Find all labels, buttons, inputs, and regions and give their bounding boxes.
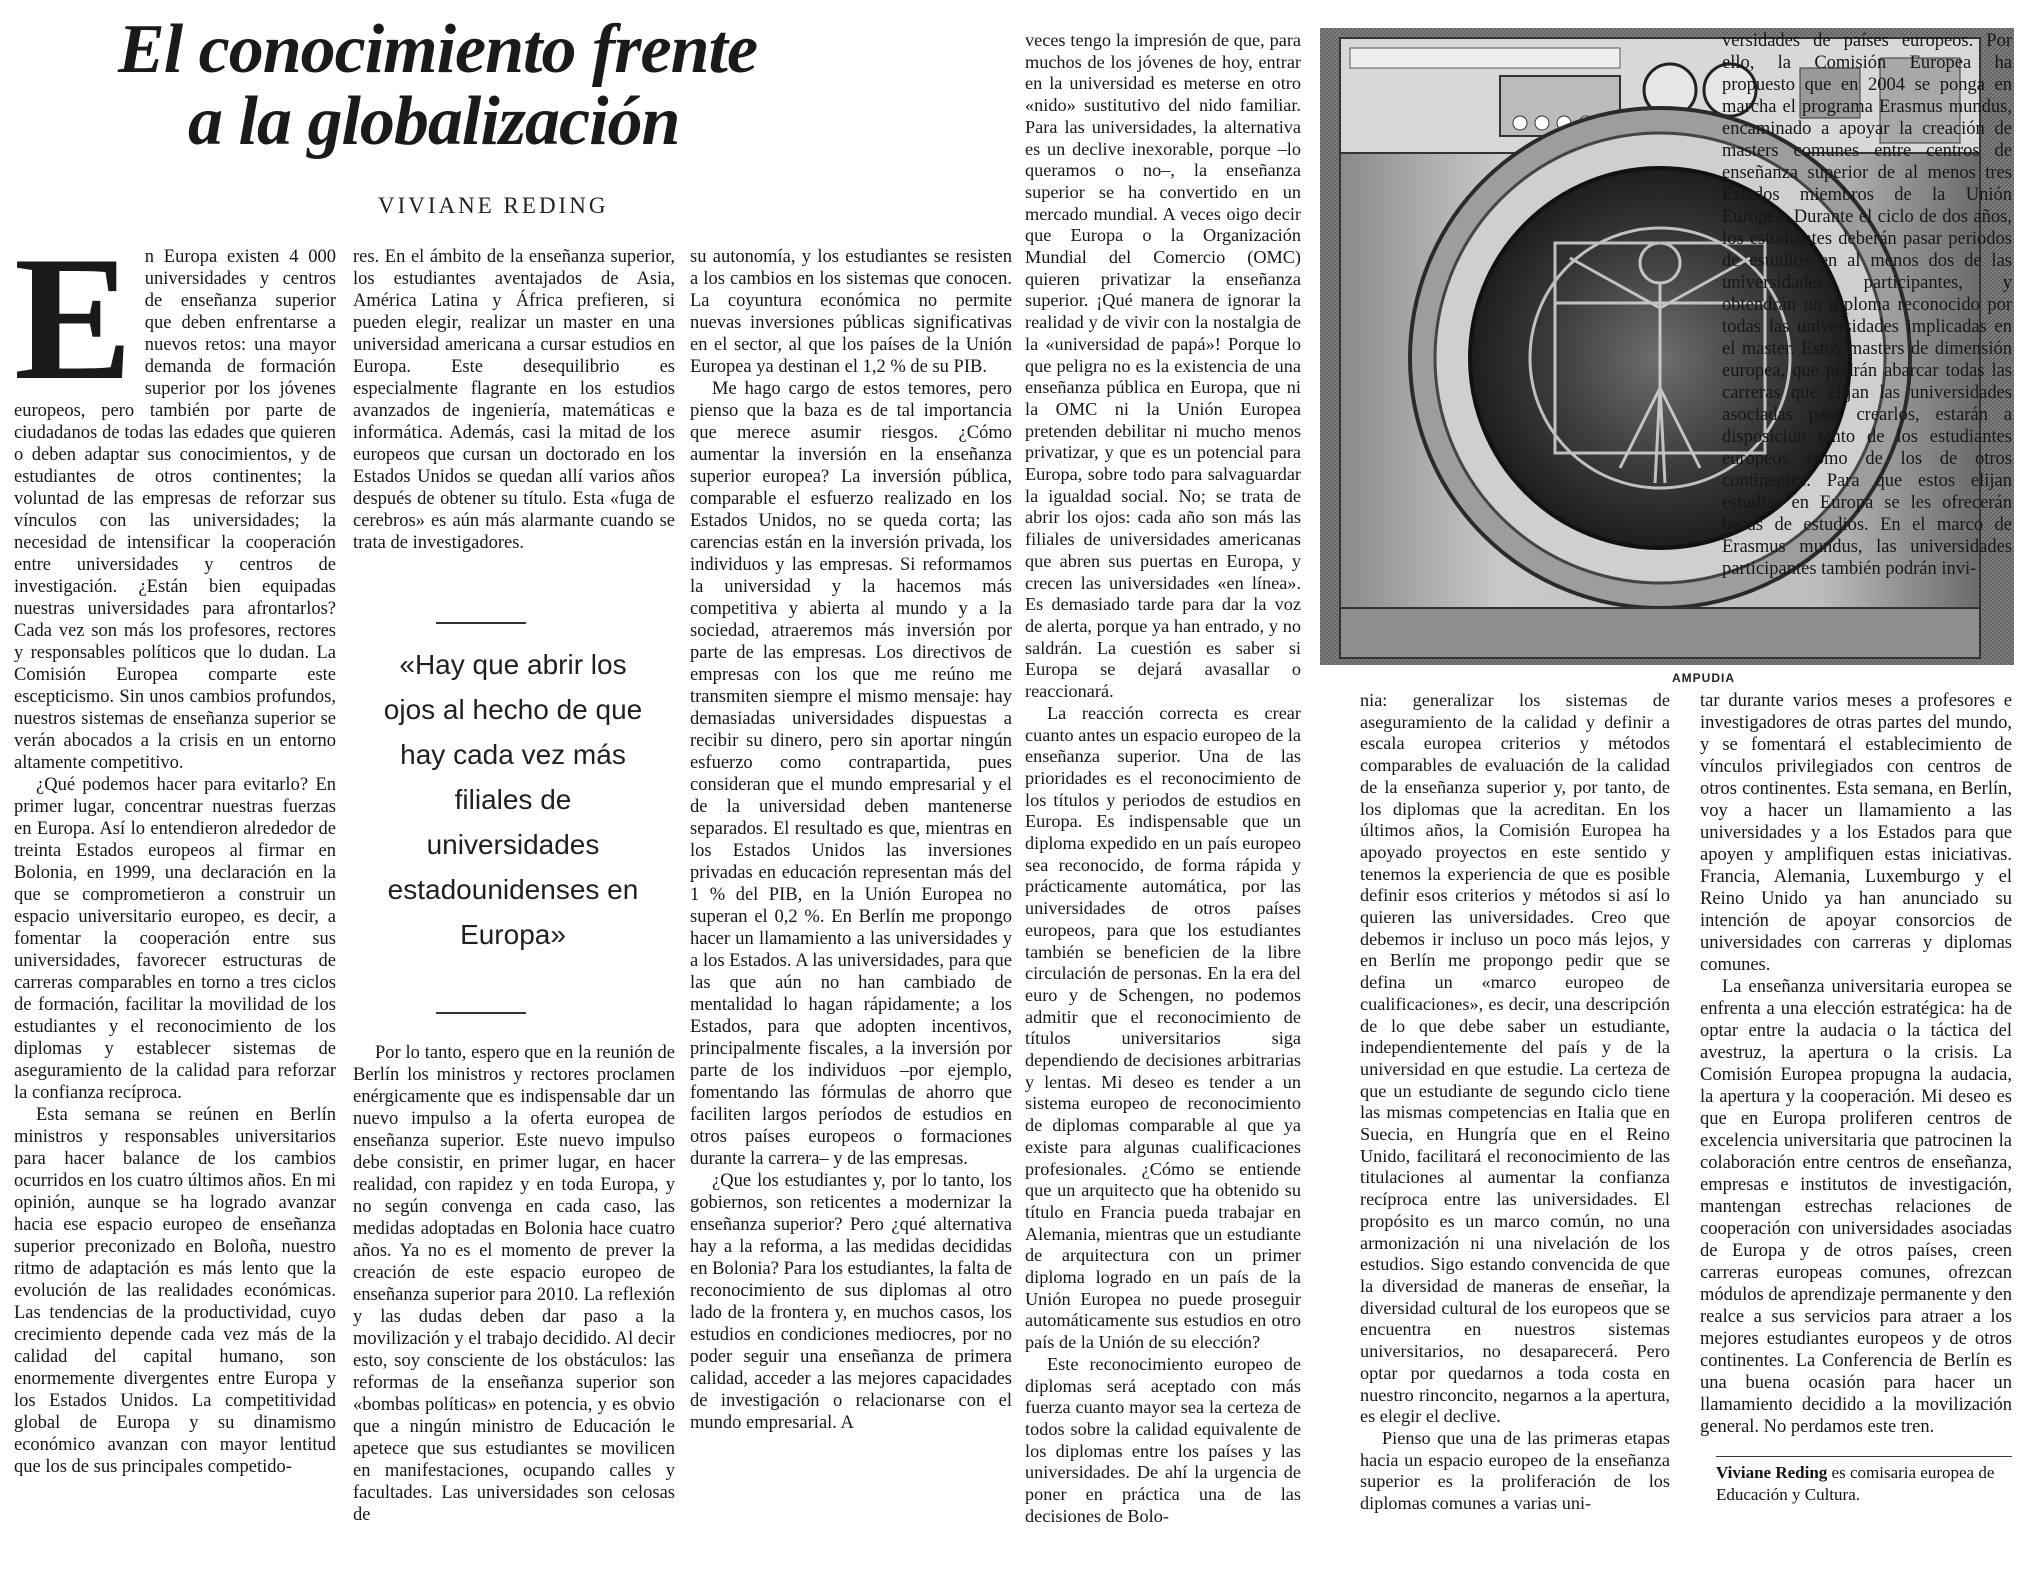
pull-quote-rule-bottom <box>436 1012 526 1014</box>
paragraph: Por lo tanto, espero que en la reunión de Berlín los ministros y rectores proclamen enérgicamente que es indispensable dar un nuevo impulso a la oferta europea de enseñanza superior. Este nuevo impulso debe consistir, en primer lugar, en hacer realidad, con rapidez y en toda Europa, y no según convenga en cada caso, las medidas adoptadas en Bolonia hace cuatro años. Ya no es el momento de prever la creación de este espacio europeo de enseñanza superior para 2010. La reflexión y las dudas deben dar paso a la movilización y el trabajo decidido. Al decir esto, soy consciente de los obstáculos: las reformas de la enseñanza superior son «bombas políticas» en potencia, y es obvio que a ningún ministro de Educación le apetece que sus estudiantes se movilicen en manifestaciones, ocupando calles y facultades. Las universidades son celosas de <box>353 1043 675 1525</box>
paragraph: tar durante varios meses a profesores e investigadores de otras partes del mundo, y se fomentará el establecimiento de vínculos privilegiados con centros de otros continentes. Esta semana, en Berlín, voy a hacer un llamamiento a las universidades y a los Estados para que apoyen y amplifiquen estas iniciativas. Francia, Alemania, Luxemburgo y el Reino Unido ya han anunciado su intención de apoyar consorcios de universidades con carreras y diplomas comunes. <box>1700 691 2012 975</box>
column-1 <box>14 219 336 1478</box>
author-bio <box>1716 1462 2016 1506</box>
paragraph: res. En el ámbito de la enseñanza superior, los estudiantes aventajados de Asia, América Latina y África prefieren, si pueden elegir, realizar un master en una universidad americana a cursar estudios en Europa. Este desequilibrio es especialmente flagrante en los estudios avanzados de ingeniería, matemáticas e informática. Además, casi la mitad de los europeos que cursan un doctorado en los Estados Unidos se quedan allí varios años después de obtener su título. Esta «fuga de cerebros» es aún más alarmante cuando se trata de investigadores. <box>353 247 675 553</box>
paragraph: ¿Qué podemos hacer para evitarlo? En primer lugar, concentrar nuestras fuerzas en Europa. Así lo entendieron alrededor de treinta Estados europeos al firmar en Bolonia, en 1999, una declaración en la que se comprometieron a construir un espacio universitario europeo, es decir, a fomentar la cooperación entre sus universidades, favorecer estructuras de carreras comparables en torno a tres ciclos de formación, facilitar la movilidad de los estudiantes y el reconocimiento de los diplomas y establecer sistemas de aseguramiento de la calidad para reforzar la confianza recíproca. <box>14 775 336 1103</box>
paragraph: n Europa existen 4 000 universidades y centros de enseñanza superior que deben enfrentarse a nuevos retos: una mayor demanda de formación superior por los jóvenes europeos, pero también por parte de ciudadanos de todas las edades que quieren o deben adaptar sus conocimientos, y de estudiantes de otros continentes; la voluntad de las empresas de reforzar sus vínculos con las universidades; la necesidad de intensificar la cooperación entre universidades y centros de investigación. ¿Están bien equipadas nuestras universidades para afrontarlos? Cada vez son más los profesores, rectores y responsables políticos que lo dudan. La Comisión Europea comparte este escepticismo. Sin unos cambios profundos, nuestros sistemas de enseñanza superior se verán abocados a la crisis en un entorno altamente competitivo. <box>14 247 336 773</box>
author-byline: VIVIANE REDING <box>378 193 609 218</box>
photo-credit: AMPUDIA <box>1672 671 1735 685</box>
column-6-top <box>1722 30 2012 580</box>
paragraph: Este reconocimiento europeo de diplomas será aceptado con más fuerza cuanto mayor sea la certeza de todos sobre la calidad equivalente de los diplomas entre los países y las universidades. De ahí la urgencia de poner en práctica una de las decisiones de Bolo- <box>1025 1353 1301 1526</box>
paragraph: La reacción correcta es crear cuanto antes un espacio europeo de la enseñanza superior. Una de las prioridades es el reconocimiento de los títulos y periodos de estudios en Europa. Es indispensable que un diploma expedido en un país europeo sea reconocido, de forma rápida y prácticamente automática, por las universidades de otros países europeos, para que los estudiantes también se beneficien de la libre circulación de personas. En la era del euro y de Schengen, no podemos admitir que el reconocimiento de títulos universitarios siga dependiendo de decisiones arbitrarias y lentas. Mi deseo es tender a un sistema europeo de reconocimiento de diplomas comparable al que ya existe para algunas cualificaciones profesionales. ¿Cómo se entiende que un arquitecto que ha obtenido su título en Francia pueda trabajar en Alemania, mientras que un estudiante de arquitectura con un primer diploma logrado en un país de la Unión Europea no puede proseguir automáticamente sus estudios en otro país de la Unión de su elección? <box>1025 702 1301 1353</box>
paragraph: Pienso que una de las primeras etapas hacia un espacio europeo de la enseñanza superior es la proliferación de los diplomas comunes a varias uni- <box>1360 1427 1670 1514</box>
paragraph: Esta semana se reúnen en Berlín ministros y responsables universitarios para hacer balance de los cambios ocurridos en los cuatro últimos años. En mi opinión, aunque se ha logrado avanzar hacia ese espacio europeo de enseñanza superior preconizado en Boloña, nuestro ritmo de adaptación es más lento que la evolución de las realidades económicas. Las tendencias de la productividad, cuyo crecimiento depende cada vez más de la calidad del capital humano, son enormemente divergentes entre Europa y los Estados Unidos. La competitividad global de Europa y su dinamismo económico avanzan con mayor lentitud que los de sus principales competido- <box>14 1105 336 1477</box>
paragraph: nia: generalizar los sistemas de aseguramiento de la calidad y definir a escala europea criterios y métodos comparables de evaluación de la calidad de la enseñanza superior y, por tanto, de los diplomas que la acreditan. En los últimos años, la Comisión Europea ha apoyado proyectos en este sentido y tenemos la experiencia de que es posible definir esos criterios y métodos si así lo quieren las universidades. Creo que debemos ir incluso un poco más lejos, y en Berlín me propongo pedir que se defina un «marco europeo de cualificaciones», es decir, una descripción de lo que debe saber un estudiante, independientemente del país y de la universidad en que estudie. La certeza de que un estudiante de segundo ciclo tiene las mismas competencias en Italia que en Suecia, en Hungría que en el Reino Unido, facilitará el reconocimiento de las titulaciones al aumentar la confianza recíproca entre las universidades. El propósito es un marco común, no una armonización ni una nivelación de los estudios. Sigo estando convencida de que la diversidad de maneras de enseñar, la diversidad cultural de los europeos que se encuentra en nuestros sistemas universitarios, no desaparecerá. Pero optar por quedarnos a toda costa en nuestro rinconcito, negarnos a la apertura, es elegir el declive. <box>1360 690 1670 1427</box>
drop-cap: E <box>14 219 133 417</box>
pull-quote: «Hay que abrir los ojos al hecho de que hay cada vez más filiales de universidades estadounidenses en Europa» <box>383 649 643 950</box>
paragraph: Me hago cargo de estos temores, pero pienso que la baza es de tal importancia que merece asumir riesgos. ¿Cómo aumentar la inversión en la enseñanza superior europea? La inversión pública, comparable el esfuerzo realizado en los Estados Unidos, no se queda corta; las carencias están en la inversión privada, los individuos y las empresas. Si reformamos la universidad y la hacemos más competitiva y abierta al mundo y a la sociedad, atraeremos más inversión por parte de las empresas. Los directivos de empresas con los que me reúno me transmiten siempre el mismo mensaje: hay demasiadas universidades dispuestas a recibir su dinero, pero sin aportar ningún esfuerzo como contrapartida, pues consideran que el mundo empresarial y el de la universidad deben mantenerse separados. El resultado es que, mientras en los Estados Unidos las inversiones privadas en educación representan más del 1 % del PIB, en la Unión Europea no superan el 0,2 %. En Berlín me propongo hacer un llamamiento a las universidades y a los Estados. A las universidades, para que las que aún no han cambiado de mentalidad lo hagan rápidamente; a los Estados, para que adopten incentivos, principalmente fiscales, a la inversión por parte de los individuos –por ejemplo, fomentando las fórmulas de ahorro que faciliten largos períodos de estudios en otros países europeos o formaciones durante la carrera– y de las empresas. <box>690 379 1012 1169</box>
paragraph: versidades de países europeos. Por ello, la Comisión Europea ha propuesto que en 2004 se ponga en marcha el programa Erasmus mundus, encaminado a apoyar la creación de masters comunes entre centros de enseñanza superior de al menos tres Estados miembros de la Unión Europea. Durante el ciclo de dos años, los estudiantes deberán pasar periodos de estudios en al menos dos de las universidades participantes, y obtendrán un diploma reconocido por todas las universidades implicadas en el master. Estos masters de dimensión europea, que podrán abarcar todas las carreras que elijan las universidades asociadas para crearlos, estarán a disposición tanto de los estudiantes europeos como de los de otros continentes. Para que estos elijan estudiar en Europa se les ofrecerán becas de estudios. En el marco de Erasmus mundus, las universidades participantes también podrán invi- <box>1722 31 2012 579</box>
headline-line-2: a la globalización <box>188 83 680 160</box>
column-2-bottom <box>353 1042 675 1526</box>
bio-rule <box>1716 1456 2012 1457</box>
headline <box>118 11 878 160</box>
column-4 <box>1025 30 1301 1528</box>
column-6-bottom <box>1700 690 2012 1438</box>
pull-quote-rule-top <box>436 622 526 624</box>
column-2-top <box>353 246 675 554</box>
column-3 <box>690 246 1012 1434</box>
author-bio-text: es comisaria europea de Educación y Cultura. <box>1716 1463 1995 1504</box>
author-bio-name: Viviane Reding <box>1716 1463 1828 1482</box>
column-5 <box>1360 690 1670 1515</box>
paragraph: ¿Que los estudiantes y, por lo tanto, los gobiernos, son reticentes a modernizar la enseñanza superior? Pero ¿qué alternativa hay a la reforma, a las medidas decididas en Bolonia? Para los estudiantes, la falta de reconocimiento de sus diplomas al otro lado de la frontera y, en muchos casos, los estudios en condiciones mediocres, por no poder seguir una enseñanza de primera calidad, acceder a las mejores capacidades de investigación o relacionarse con el mundo empresarial. A <box>690 1171 1012 1433</box>
headline-line-1: El conocimiento frente <box>118 11 758 88</box>
paragraph: veces tengo la impresión de que, para muchos de los jóvenes de hoy, entrar en la universidad es meterse en otro «nido» sustitutivo del nido familiar. Para las universidades, la alternativa es un declive inexorable, porque –lo queramos o no–, la enseñanza superior se ha convertido en un mercado mundial. A veces oigo decir que Europa o la Organización Mundial del Comercio (OMC) quieren privatizar la enseñanza superior. ¡Qué manera de ignorar la realidad y de vivir con la nostalgia de la «universidad de papá»! Porque lo que peligra no es la existencia de una enseñanza pública en Europa, que ni la OMC ni la Unión Europea pretenden debilitar ni mucho menos privatizar, y que es un potencial para Europa, sobre todo para salvaguardar la igualdad social. No; se trata de abrir los ojos: cada año son más las filiales de universidades americanas que abren sus puertas en Europa, y crecen las universidades «en línea». Es demasiado tarde para dar la voz de alerta, porque ya han entrado, y no saldrán. La cuestión es saber si Europa se dejará avasallar o reaccionará. <box>1025 30 1301 702</box>
paragraph: su autonomía, y los estudiantes se resisten a los cambios en los sistemas que conocen. La coyuntura económica no permite nuevas inversiones públicas significativas en el sector, al que los países de la Unión Europea ya destinan el 1,2 % de su PIB. <box>690 247 1012 377</box>
paragraph: La enseñanza universitaria europea se enfrenta a una elección estratégica: ha de optar entre la audacia o la táctica del avestruz, la apertura o la crisis. La Comisión Europea propugna la audacia, la apertura y la cooperación. Mi deseo es que en Europa proliferen centros de excelencia universitaria que patrocinen la colaboración entre centros de enseñanza, empresas e institutos de investigación, mantengan estrechas relaciones de cooperación con universidades asociadas de Europa y de otros países, creen carreras europeas comunes, ofrezcan módulos de aprendizaje permanente y den realce a sus servicios para atraer a los mejores estudiantes europeos y de otros continentes. La Conferencia de Berlín es una buena ocasión para hacer un llamamiento decidido a la movilización general. No perdamos este tren. <box>1700 977 2012 1437</box>
